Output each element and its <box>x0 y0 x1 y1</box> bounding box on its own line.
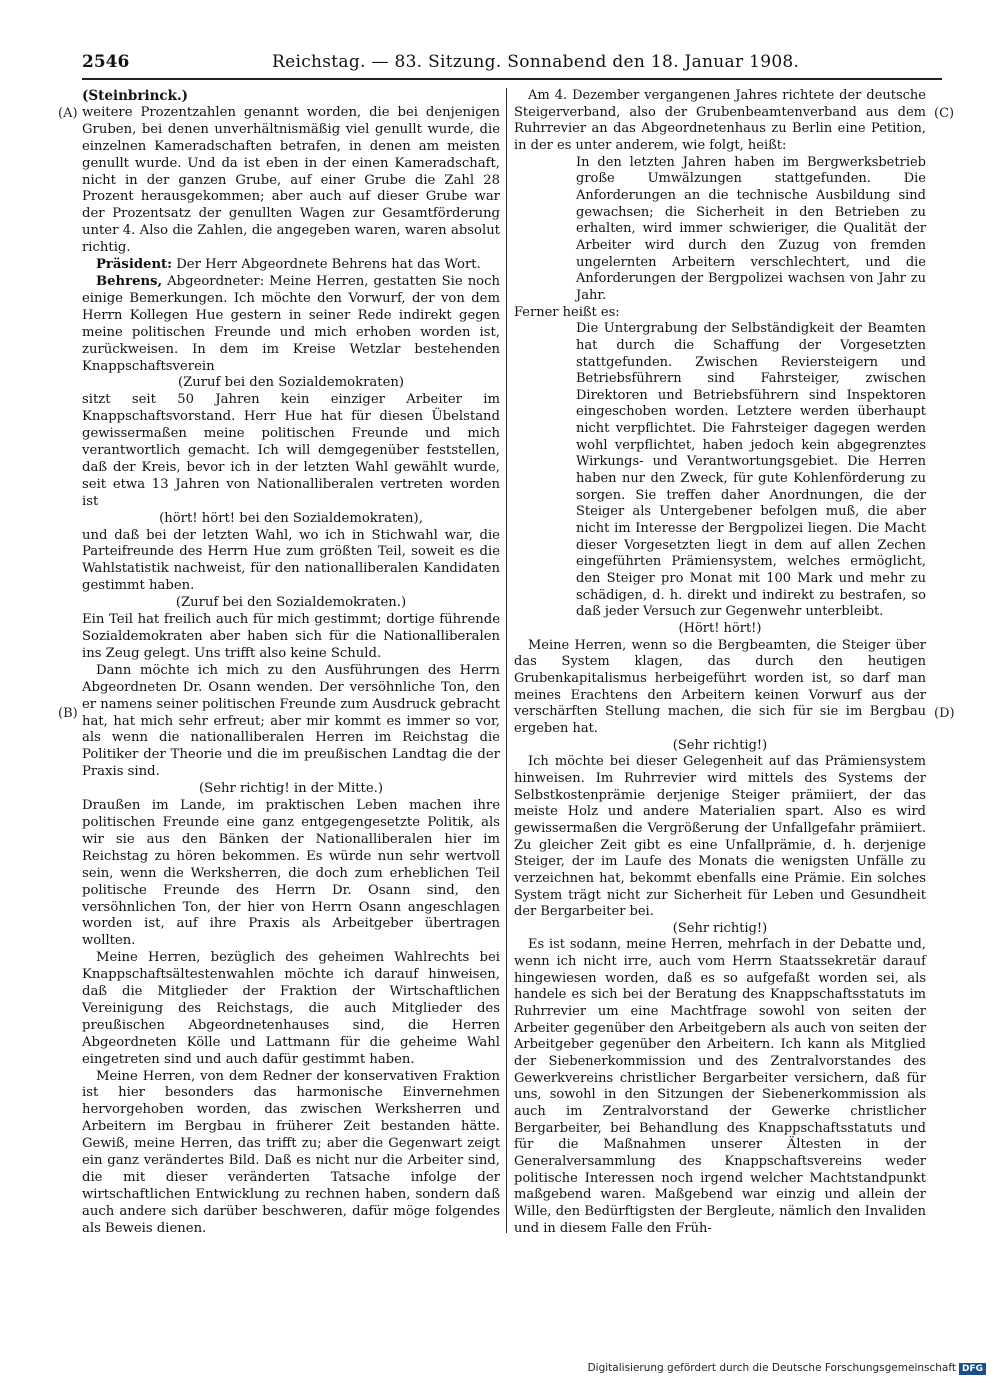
paragraph: Meine Herren, von dem Redner der konservativen Fraktion ist hier besonders das harmonische Einvernehmen hervorgehoben worden, das zwischen Werksherren und Arbeitern im Bergbau in früherer Zeit bestanden hätte. Gewiß, meine Herren, das trifft zu; aber die Gegenwart zeigt ein ganz verändertes Bild. Daß es nicht nur die Arbeiter sind, die mit dieser veränderten Tatsache infolge der wirtschaftlichen Entwicklung zu rechnen haben, sondern daß auch andere sich darüber beschweren, dafür möge folgendes als Beweis dienen. <box>82 1068 500 1236</box>
footer-credit <box>588 1362 986 1375</box>
paragraph: weitere Prozentzahlen genannt worden, die bei denjenigen Gruben, bei denen unverhältnismäßig viel genullt wurde, die einzelnen Kameradschaften betrafen, in denen am meisten genullt wurde. Und da ist eben in der einen Kameradschaft, nicht in der ganzen Grube, auf einer Grube die Zahl 28 Prozent herausgekommen; aber auch auf dieser Grube war der Prozentsatz der genullten Wagen zur Gesamtförderung unter 4. Also die Zahlen, die angegeben waren, waren absolut richtig. <box>82 104 500 256</box>
interjection: (Sehr richtig!) <box>672 737 768 753</box>
page-header <box>82 52 942 80</box>
speaker-label: Behrens, <box>96 273 163 289</box>
paragraph-text: Der Herr Abgeordnete Behrens hat das Wort. <box>176 257 481 273</box>
paragraph <box>82 257 500 274</box>
running-title: Reichstag. — 83. Sitzung. Sonnabend den 18. Januar 1908. <box>272 52 800 72</box>
interjection: (Zuruf bei den Sozialdemokraten) <box>177 375 405 391</box>
column-divider <box>506 88 507 1233</box>
paragraph: und daß bei der letzten Wahl, wo ich in Stichwahl war, die Parteifreunde des Herrn Hue zum größten Teil, soweit es die Wahlstatistik nachweist, für den nationalliberalen Kandidaten gestimmt haben. <box>82 527 500 594</box>
paragraph: Meine Herren, wenn so die Bergbeamten, die Steiger über das System klagen, das durch den heutigen Grubenkapitalismus herbeigeführt worden ist, so darf man meines Erachtens den Arbeitern keinen Vorwurf aus der verschärften Stellung machen, die sich für sie im Bergbau ergeben hat. <box>514 637 926 736</box>
paragraph-text: Abgeordneter: Meine Herren, gestatten Sie noch einige Bemerkungen. Ich möchte den Vorwurf, der von dem Herrn Kollegen Hue gestern in seiner Rede indirekt gegen meine politischen Freunde und mich erhoben worden ist, zurückweisen. In dem im Kreise Wetzlar bestehenden Knappschaftsverein <box>82 273 501 374</box>
right-column <box>514 88 926 1237</box>
interjection: (hört! hört! bei den Sozialdemokraten), <box>159 510 423 526</box>
paragraph: Ferner heißt es: <box>514 304 620 320</box>
paragraph: Es ist sodann, meine Herren, mehrfach in der Debatte und, wenn ich nicht irre, auch vom Herrn Staatssekretär darauf hingewiesen worden, daß es so aufgefaßt worden sei, als handele es sich bei der Beratung des Knappschaftsstatuts im Ruhrrevier um eine Machtfrage sowohl von seiten der Arbeiter gegenüber den Arbeitgebern als auch von seiten der Arbeitgeber gegenüber den Arbeitern. Ich kann als Mitglied der Siebenerkommission und des Zentralvorstandes des Gewerkvereins christlicher Bergarbeiter versichern, daß für uns, sowohl in den Sitzungen der Siebenerkommission als auch im Zentralvorstand der Gewerke christlicher Bergarbeiter, bei Behandlung des Knappschaftsstatuts und für die Maßnahmen unserer Ältesten in der Generalversammlung des Knappschaftsvereins weder politische Interessen noch irgend welcher Machtstandpunkt maßgebend waren. Maßgebend war einzig und allein der Wille, den Bedürftigsten der Bergleute, nämlich den Invaliden und in diesem Falle den Früh- <box>514 937 926 1236</box>
quotation: In den letzten Jahren haben im Bergwerksbetrieb große Umwälzungen stattgefunden. Die Anforderungen an die technische Ausbildung sind gewachsen; die Sicherheit in den Betrieben zu erhalten, wird immer schwieriger, die Qualität der Arbeiter wird durch den Zuzug von fremden ungelernten Arbeitern verschlechtert, und die Anforderungen der Bergpolizei wachsen von Jahr zu Jahr. <box>576 154 926 303</box>
paragraph: Ein Teil hat freilich auch für mich gestimmt; dortige führende Sozialdemokraten aber haben sich für die Nationalliberalen ins Zeug gelegt. Uns trifft also keine Schuld. <box>82 612 500 661</box>
interjection: (Sehr richtig! in der Mitte.) <box>199 781 383 797</box>
paragraph: sitzt seit 50 Jahren kein einziger Arbeiter im Knappschaftsvorstand. Herr Hue hat für diesen Übelstand gewissermaßen meine politischen Freunde und mich verantwortlich gemacht. Ich will demgegenüber feststellen, daß der Kreis, bevor ich in der letzten Wahl gewählt wurde, seit etwa 13 Jahren von Nationalliberalen vertreten worden ist <box>82 392 500 509</box>
quotation: Die Untergrabung der Selbständigkeit der Beamten hat durch die Schaffung der Vorgesetzten stattgefunden. Zwischen Reviersteigern und Betriebsführern sind Fahrsteiger, zwischen Direktoren und Betriebsführern sind Inspektoren eingeschoben worden. Letztere werden überhaupt nicht verpflichtet. Die Fahrsteiger dagegen werden wohl verpflichtet, haben jedoch kein abgegrenztes Wirkungs- und Verantwortungsgebiet. Die Herren haben nur den Zweck, für gute Kohlenförderung zu sorgen. Sie treffen daher Anordnungen, die der Steiger als Untergebener befolgen muß, die aber nicht im Interesse der Bergpolizei liegen. Die Macht dieser Vorgesetzten liegt in dem auf allen Zechen eingeführten Prämiensystem, welches ermöglicht, den Steiger pro Monat mit 100 Mark und mehr zu schädigen, d. h. direkt und indirekt zu bestrafen, so daß jeder Versuch zur Gegenwehr unterbleibt. <box>576 321 926 620</box>
margin-mark-a: (A) <box>58 106 78 121</box>
dfg-logo: DFG <box>959 1363 986 1375</box>
margin-mark-d: (D) <box>934 706 955 721</box>
paragraph: Am 4. Dezember vergangenen Jahres richtete der deutsche Steigerverband, also der Grubenbeamtenverband aus dem Ruhrrevier an das Abgeordnetenhaus zu Berlin eine Petition, in der es unter anderem, wie folgt, heißt: <box>514 88 926 153</box>
interjection: (Hört! hört!) <box>678 621 762 636</box>
margin-mark-c: (C) <box>934 106 955 121</box>
speaker-attribution: (Steinbrinck.) <box>82 88 189 104</box>
paragraph: Ich möchte bei dieser Gelegenheit auf das Prämiensystem hinweisen. Im Ruhrrevier wird mittels des Systems der Selbstkostenprämie derjenige Steiger prämiiert, der das meiste Holz und andere Materialien spart. Also es wird gewissermaßen die Vergrößerung der Unfallgefahr prämiiert. Zu gleicher Zeit gibt es eine Unfallprämie, d. h. derjenige Steiger, der im Laufe des Monats die wenigsten Unfälle zu verzeichnen hat, bekommt ebenfalls eine Prämie. Ein solches System trägt nicht zur Sicherheit für Leben und Gesundheit der Bergarbeiter bei. <box>514 754 926 920</box>
margin-mark-b: (B) <box>58 706 78 721</box>
interjection: (Zuruf bei den Sozialdemokraten.) <box>175 595 407 611</box>
paragraph <box>82 274 500 375</box>
paragraph: Dann möchte ich mich zu den Ausführungen des Herrn Abgeordneten Dr. Osann wenden. Der versöhnliche Ton, den er namens seiner politischen Freunde zum Ausdruck gebracht hat, hat mich sehr erfreut; aber mir kommt es immer so vor, als wenn die nationalliberalen Herren im Reichstag die Politiker der Theorie und die im preußischen Landtag die der Praxis sind. <box>82 662 500 780</box>
paragraph: Draußen im Lande, im praktischen Leben machen ihre politischen Freunde eine ganz entgegengesetzte Politik, als wir sie aus den Bänken der Nationalliberalen hier im Reichstag zu hören bekommen. Es würde nun sehr wertvoll sein, wenn die Werksherren, die doch zum erheblichen Teil politische Freunde des Herrn Dr. Osann sind, den versöhnlichen Ton, der hier von Herrn Osann angeschlagen worden ist, auf ihre Praxis als Arbeitgeber übertragen wollten. <box>82 798 500 949</box>
left-column <box>82 88 500 1238</box>
paragraph: Meine Herren, bezüglich des geheimen Wahlrechts bei Knappschaftsältestenwahlen möchte ich darauf hinweisen, daß die Mitglieder der Fraktion der Wirtschaftlichen Vereinigung des Reichstags, die auch Mitglieder des preußischen Abgeordnetenhauses sind, die Herren Abgeordneten Kölle und Lattmann für die geheime Wahl eingetreten sind und auch dafür gestimmt haben. <box>82 950 500 1067</box>
speaker-label: Präsident: <box>96 257 173 273</box>
footer-text: Digitalisierung gefördert durch die Deutsche Forschungsgemeinschaft <box>587 1362 956 1374</box>
interjection: (Sehr richtig!) <box>672 920 768 936</box>
page-number: 2546 <box>82 52 130 72</box>
